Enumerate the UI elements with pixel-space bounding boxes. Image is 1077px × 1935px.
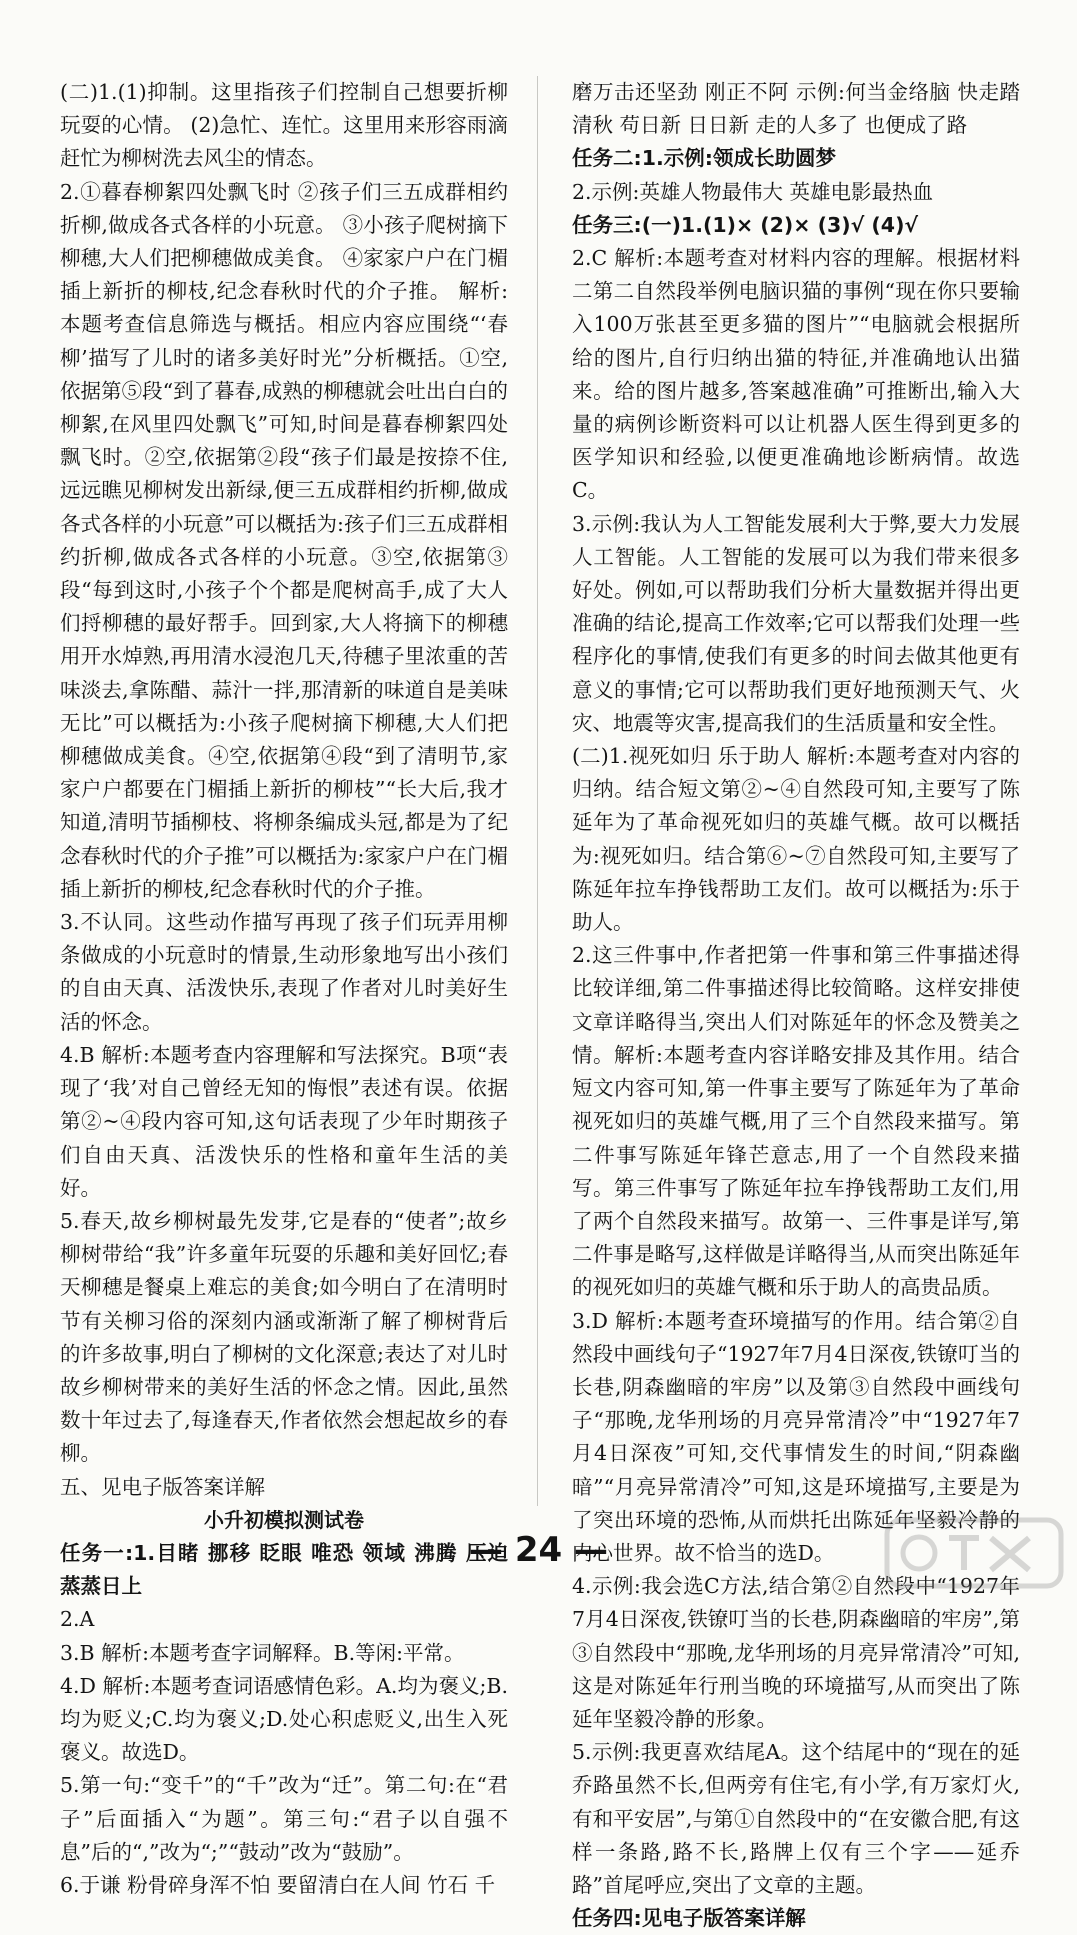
answer-paragraph: 3.D 解析:本题考查环境描写的作用。结合第②自然段中画线句子“1927年7月4日深夜,铁镣叮当的长巷,阴森幽暗的牢房”以及第③自然段中画线句子“那晚,龙华刑场的月亮异常清冷”中“1927年7月4日深夜”可知,交代事情发生的时间,“阴森幽暗”“月亮异常清冷”可知,这是环境描写,主要是为了突出环境的恐怖,从而烘托出陈延年坚毅冷静的内心世界。故不恰当的选D。 — [572, 1308, 1020, 1565]
task-answer: 任务一:1.目睹 挪移 眨眼 唯恐 领域 沸腾 压迫 蒸蒸日上 — [60, 1540, 508, 1599]
answer-paragraph: 磨万击还坚劲 刚正不阿 示例:何当金络脑 快走踏清秋 苟日新 日日新 走的人多了 也便成了路 — [572, 80, 1020, 138]
answer-paragraph: 4.示例:我会选C方法,结合第②自然段中“1927年7月4日深夜,铁镣叮当的长巷,阴森幽暗的牢房”,第③自然段中“那晚,龙华刑场的月亮异常清冷”可知,这是对陈延年行刑当晚的环境描写,从而突出了陈延年坚毅冷静的形象。 — [572, 1574, 1020, 1731]
answer-paragraph: 3.B 解析:本题考查字词解释。B.等闲:平常。 — [60, 1640, 465, 1665]
page-number: — 24 — — [469, 1530, 608, 1570]
answer-paragraph: 2.示例:英雄人物最伟大 英雄电影最热血 — [572, 179, 933, 204]
answer-paragraph: 2.这三件事中,作者把第一件事和第三件事描述得比较详细,第二件事描述得比较简略。这样安排使文章详略得当,突出人们对陈延年的怀念及赞美之情。解析:本题考查内容详略安排及其作用。结合短文内容可知,第一件事主要写了陈延年为了革命视死如归的英雄气概,用了三个自然段来描写。第二件事写陈延年锋芒意志,用了一个自然段来描写。第三件事写了陈延年拉车挣钱帮助工友们,用了两个自然段来描写。故第一、三件事是详写,第二件事是略写,这样做是详略得当,从而突出陈延年的视死如归的英雄气概和乐于助人的高贵品质。 — [572, 943, 1020, 1300]
answer-paragraph: 2.A — [60, 1607, 95, 1632]
answer-paragraph: 五、见电子版答案详解 — [60, 1474, 265, 1499]
answer-paragraph: 3.不认同。这些动作描写再现了孩子们玩弄用柳条做成的小玩意时的情景,生动形象地写出小孩们的自由天真、活泼快乐,表现了作者对儿时美好生活的怀念。 — [60, 910, 508, 1034]
task-answer: 任务四:见电子版答案详解 — [572, 1906, 806, 1931]
task-answer: 任务二:1.示例:领成长助圆梦 — [572, 146, 836, 171]
left-column — [60, 76, 508, 1902]
task-answer: 任务三:(一)1.(1)× (2)× (3)√ (4)√ — [572, 212, 919, 237]
answer-paragraph: 4.D 解析:本题考查词语感情色彩。A.均为褒义;B.均为贬义;C.均为褒义;D.处心积虑贬义,出生入死褒义。故选D。 — [60, 1673, 508, 1765]
answer-paragraph: (二)1.(1)抑制。这里指孩子们控制自己想要折柳玩耍的心情。 (2)急忙、连忙。这里用来形容雨滴赶忙为柳树洗去风尘的情态。 — [60, 80, 508, 171]
answer-paragraph: 6.于谦 粉骨碎身浑不怕 要留清白在人间 竹石 千 — [60, 1872, 496, 1897]
answer-paragraph: 3.示例:我认为人工智能发展利大于弊,要大力发展人工智能。人工智能的发展可以为我们带来很多好处。例如,可以帮助我们分析大量数据并得出更准确的结论,提高工作效率;它可以帮我们处理一些程序化的事情,使我们有更多的时间去做其他更有意义的事情;它可以帮助我们更好地预测天气、火灾、地震等灾害,提高我们的生活质量和安全性。 — [572, 511, 1020, 735]
answer-paragraph: 2.C 解析:本题考查对材料内容的理解。根据材料二第二自然段举例电脑识猫的事例“现在你只要输入100万张甚至更多猫的图片”“电脑就会根据所给的图片,自行归纳出猫的特征,并准确地认出猫来。给的图片越多,答案越准确”可推断出,输入大量的病例诊断资料可以让机器人医生得到更多的医学知识和经验,以便更准确地诊断病情。故选C。 — [572, 246, 1020, 503]
answer-paragraph: (二)1.视死如归 乐于助人 解析:本题考查对内容的归纳。结合短文第②~④自然段可知,主要写了陈延年为了革命视死如归的英雄气概。故可以概括为:视死如归。结合第⑥~⑦自然段可知,主要写了陈延年拉车挣钱帮助工友们。故可以概括为:乐于助人。 — [572, 744, 1020, 935]
answer-paragraph: 2.①暮春柳絮四处飘飞时 ②孩子们三五成群相约折柳,做成各式各样的小玩意。 ③小孩子爬树摘下柳穗,大人们把柳穗做成美食。 ④家家户户在门楣插上新折的柳枝,纪念春秋时代的介子推。 解析:本题考查信息筛选与概括。相应内容应围绕“‘春柳’描写了儿时的诸多美好时光”分析概括。①空,依据第⑤段“到了暮春,成熟的柳穗就会吐出白白的柳絮,在风里四处飘飞”可知,时间是暮春柳絮四处飘飞时。②空,依据第②段“孩子们最是按捺不住,远远瞧见柳树发出新绿,便三五成群相约折柳,做成各式各样的小玩意”可以概括为:孩子们三五成群相约折柳,做成各式各样的小玩意。③空,依据第③段“每到这时,小孩子个个都是爬树高手,成了大人们捋柳穗的最好帮手。回到家,大人将摘下的柳穗用开水焯熟,再用清水浸泡几天,待穗子里浓重的苦味淡去,拿陈醋、蒜汁一拌,那清新的味道自是美味无比”可以概括为:小孩子爬树摘下柳穗,大人们把柳穗做成美食。④空,依据第④段“到了清明节,家家户户都要在门楣插上新折的柳枝”“长大后,我才知道,清明节插柳枝、将柳条编成头冠,都是为了纪念春秋时代的介子推”可以概括为:家家户户在门楣插上新折的柳枝,纪念春秋时代的介子推。 — [60, 179, 508, 901]
section-heading: 小升初模拟测试卷 — [204, 1507, 364, 1532]
right-column — [572, 76, 1020, 1935]
answer-paragraph: 5.春天,故乡柳树最先发芽,它是春的“使者”;故乡柳树带给“我”许多童年玩耍的乐趣和美好回忆;春天柳穗是餐桌上难忘的美食;如今明白了在清明时节有关柳习俗的深刻内涵或渐渐了解了柳树背后的许多故事,明白了柳树的文化深意;表达了对儿时故乡柳树带来的美好生活的怀念之情。因此,虽然数十年过去了,每逢春天,作者依然会想起故乡的春柳。 — [60, 1208, 508, 1466]
answer-paragraph: 4.B 解析:本题考查内容理解和写法探究。B项“表现了‘我’对自己曾经无知的悔恨”表述有误。依据第②~④段内容可知,这句话表现了少年时期孩子们自由天真、活泼快乐的性格和童年生活的美好。 — [60, 1042, 508, 1200]
answer-paragraph: 5.第一句:“变千”的“千”改为“迁”。第二句:在“君子”后面插入“为题”。第三句:“君子以自强不息”后的“,”改为“;”“鼓动”改为“鼓励”。 — [60, 1773, 508, 1864]
column-divider — [537, 76, 538, 1506]
answer-paragraph: 5.示例:我更喜欢结尾A。这个结尾中的“现在的延乔路虽然不长,但两旁有住宅,有小学,有万家灯火,有和平安居”,与第①自然段中的“在安徽合肥,有这样一条路,路不长,路牌上仅有三个字——延乔路”首尾呼应,突出了文章的主题。 — [572, 1740, 1020, 1897]
watermark-logo-icon — [879, 1512, 1069, 1594]
